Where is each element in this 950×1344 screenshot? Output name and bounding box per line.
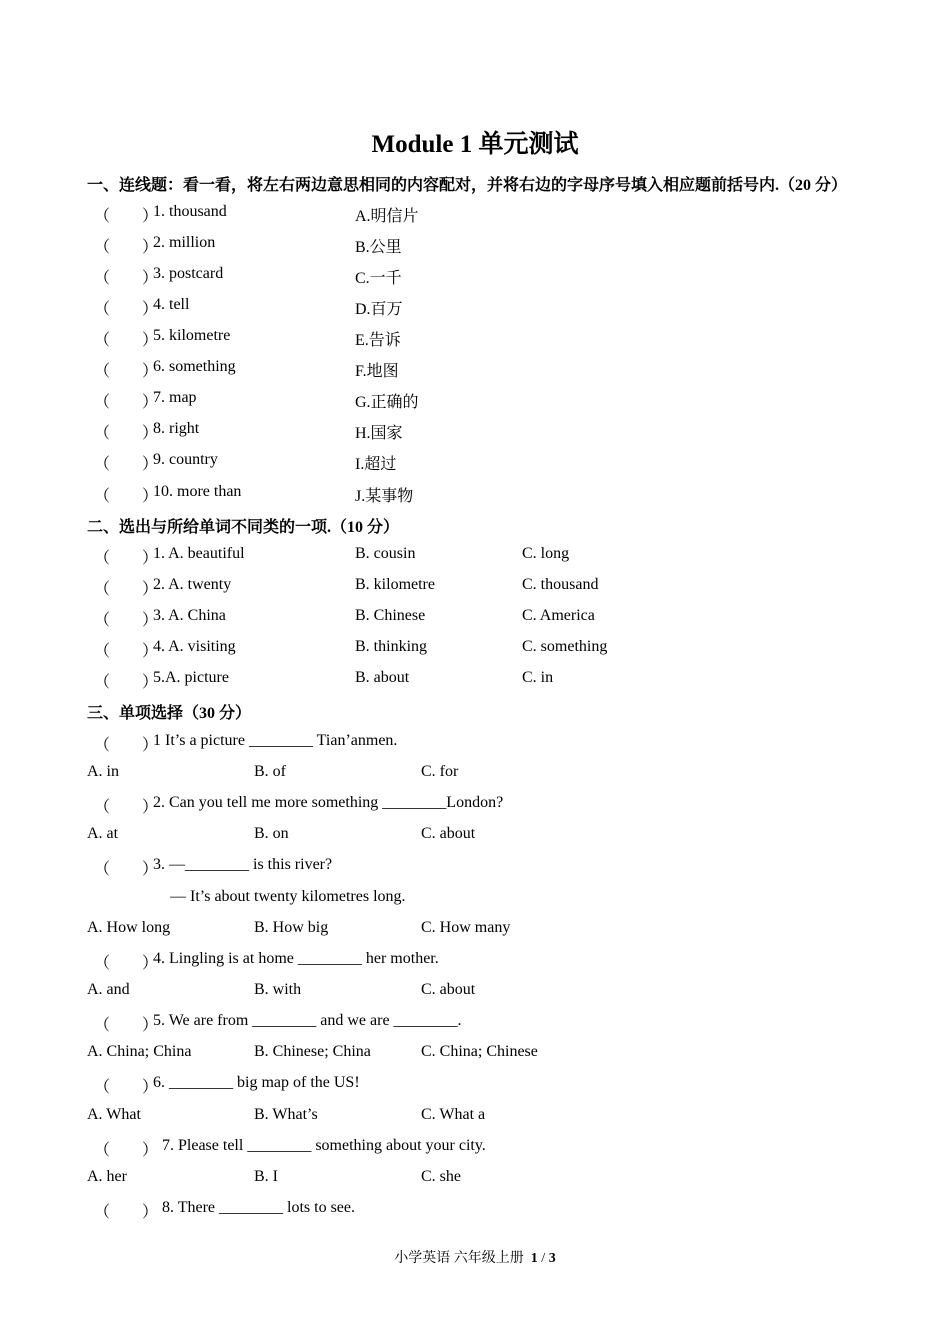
question-1-options	[0, 763, 950, 787]
match-meaning: C.一千	[355, 270, 402, 287]
match-word: 10. more than	[153, 483, 242, 500]
answer-paren[interactable]: （ ）	[94, 643, 159, 660]
option-b: B. What’s	[254, 1106, 318, 1123]
section2-heading: 二、选出与所给单词不同类的一项.（10 分）	[87, 519, 400, 536]
question-7	[0, 1137, 950, 1161]
page-title: Module 1 单元测试	[371, 131, 579, 158]
dialogue-reply: — It’s about twenty kilometres long.	[170, 888, 406, 905]
answer-paren[interactable]: （ ）	[94, 301, 159, 318]
option-c: C. she	[421, 1168, 461, 1185]
answer-paren[interactable]: （ ）	[94, 488, 159, 505]
question-1	[0, 732, 950, 756]
match-word: 9. country	[153, 451, 218, 468]
question-text: 2. Can you tell me more something ________London?	[153, 794, 504, 811]
match-meaning: E.告诉	[355, 332, 401, 349]
match-meaning: B.公里	[355, 239, 402, 256]
question-6	[0, 1074, 950, 1098]
answer-paren[interactable]: （ ）	[94, 394, 159, 411]
option-c: C. How many	[421, 919, 511, 936]
question-6-options	[0, 1106, 950, 1130]
question-2-options	[0, 825, 950, 849]
question-text: 8. There ________ lots to see.	[162, 1199, 356, 1216]
match-meaning: F.地图	[355, 363, 399, 380]
answer-paren[interactable]: （ ）	[94, 208, 159, 225]
question-text: 3. —________ is this river?	[153, 856, 333, 873]
option-a: 2. A. twenty	[153, 576, 232, 593]
option-c: C. about	[421, 981, 476, 998]
question-text: 4. Lingling is at home ________ her mother.	[153, 950, 439, 967]
option-a: A. What	[87, 1106, 141, 1123]
option-a: 1. A. beautiful	[153, 545, 245, 562]
match-row	[0, 234, 950, 258]
question-4	[0, 950, 950, 974]
question-5-options	[0, 1043, 950, 1067]
option-c: C. What a	[421, 1106, 486, 1123]
answer-paren[interactable]: （ ）	[94, 581, 159, 598]
option-b: B. thinking	[355, 638, 428, 655]
option-a: A. in	[87, 763, 119, 780]
option-c: C. about	[421, 825, 476, 842]
option-c: C. thousand	[522, 576, 599, 593]
option-b: B. on	[254, 825, 289, 842]
match-word: 7. map	[153, 389, 197, 406]
option-b: B. with	[254, 981, 302, 998]
question-text: 1 It’s a picture ________ Tian’anmen.	[153, 732, 398, 749]
match-row	[0, 420, 950, 444]
answer-paren[interactable]: （ ）	[94, 1142, 159, 1159]
section1-heading: 一、连线题：看一看，将左右两边意思相同的内容配对，并将右边的字母序号填入相应题前括号内.（20 分）	[87, 177, 848, 194]
match-meaning: J.某事物	[355, 488, 414, 505]
match-word: 5. kilometre	[153, 327, 231, 344]
match-word: 1. thousand	[153, 203, 227, 220]
answer-paren[interactable]: （ ）	[94, 1204, 159, 1221]
page-footer	[0, 1247, 950, 1267]
answer-paren[interactable]: （ ）	[94, 612, 159, 629]
odd-one-out-row	[0, 576, 950, 600]
answer-paren[interactable]: （ ）	[94, 363, 159, 380]
answer-paren[interactable]: （ ）	[94, 955, 159, 972]
page-number: 1	[530, 1251, 538, 1266]
question-5	[0, 1012, 950, 1036]
question-3	[0, 856, 950, 880]
option-b: B. How big	[254, 919, 329, 936]
odd-one-out-row	[0, 545, 950, 569]
match-row	[0, 389, 950, 413]
match-row	[0, 203, 950, 227]
odd-one-out-row	[0, 638, 950, 662]
answer-paren[interactable]: （ ）	[94, 861, 159, 878]
match-row	[0, 483, 950, 507]
answer-paren[interactable]: （ ）	[94, 239, 159, 256]
answer-paren[interactable]: （ ）	[94, 1079, 159, 1096]
match-meaning: H.国家	[355, 425, 403, 442]
option-c: C. in	[522, 669, 554, 686]
match-meaning: G.正确的	[355, 394, 419, 411]
option-b: B. about	[355, 669, 410, 686]
option-a: A. at	[87, 825, 119, 842]
option-a: A. How long	[87, 919, 171, 936]
match-word: 4. tell	[153, 296, 190, 313]
option-b: B. kilometre	[355, 576, 435, 593]
answer-paren[interactable]: （ ）	[94, 425, 159, 442]
option-c: C. China; Chinese	[421, 1043, 538, 1060]
option-b: B. of	[254, 763, 286, 780]
match-row	[0, 296, 950, 320]
question-8	[0, 1199, 950, 1223]
option-b: B. Chinese; China	[254, 1043, 371, 1060]
match-row	[0, 265, 950, 289]
option-a: A. and	[87, 981, 130, 998]
option-a: 4. A. visiting	[153, 638, 236, 655]
match-word: 2. million	[153, 234, 216, 251]
question-7-options	[0, 1168, 950, 1192]
option-c: C. something	[522, 638, 608, 655]
match-word: 8. right	[153, 420, 200, 437]
match-word: 3. postcard	[153, 265, 224, 282]
match-row	[0, 358, 950, 382]
answer-paren[interactable]: （ ）	[94, 270, 159, 287]
question-text: 5. We are from ________ and we are ________.	[153, 1012, 462, 1029]
section3-heading: 三、单项选择（30 分）	[87, 705, 252, 722]
option-b: B. I	[254, 1168, 278, 1185]
option-a: A. China; China	[87, 1043, 192, 1060]
match-row	[0, 451, 950, 475]
option-a: A. her	[87, 1168, 127, 1185]
answer-paren[interactable]: （ ）	[94, 550, 159, 567]
match-meaning: I.超过	[355, 456, 397, 473]
match-meaning: D.百万	[355, 301, 403, 318]
answer-paren[interactable]: （ ）	[94, 456, 159, 473]
question-text: 6. ________ big map of the US!	[153, 1074, 360, 1091]
page-total: 3	[548, 1251, 556, 1266]
answer-paren[interactable]: （ ）	[94, 1017, 159, 1034]
match-meaning: A.明信片	[355, 208, 419, 225]
answer-paren[interactable]: （ ）	[94, 737, 159, 754]
option-b: B. Chinese	[355, 607, 426, 624]
odd-one-out-row	[0, 607, 950, 631]
option-a: 5.A. picture	[153, 669, 229, 686]
question-2	[0, 794, 950, 818]
answer-paren[interactable]: （ ）	[94, 332, 159, 349]
option-b: B. cousin	[355, 545, 416, 562]
option-a: 3. A. China	[153, 607, 226, 624]
question-3-reply	[0, 888, 950, 912]
match-row	[0, 327, 950, 351]
odd-one-out-row	[0, 669, 950, 693]
answer-paren[interactable]: （ ）	[94, 799, 159, 816]
answer-paren[interactable]: （ ）	[94, 674, 159, 691]
footer-label: 小学英语 六年级上册	[394, 1251, 524, 1266]
page-separator: /	[541, 1251, 546, 1266]
question-text: 7. Please tell ________ something about your city.	[162, 1137, 486, 1154]
option-c: C. America	[522, 607, 595, 624]
question-3-options	[0, 919, 950, 943]
question-4-options	[0, 981, 950, 1005]
option-c: C. long	[522, 545, 570, 562]
option-c: C. for	[421, 763, 459, 780]
match-word: 6. something	[153, 358, 236, 375]
